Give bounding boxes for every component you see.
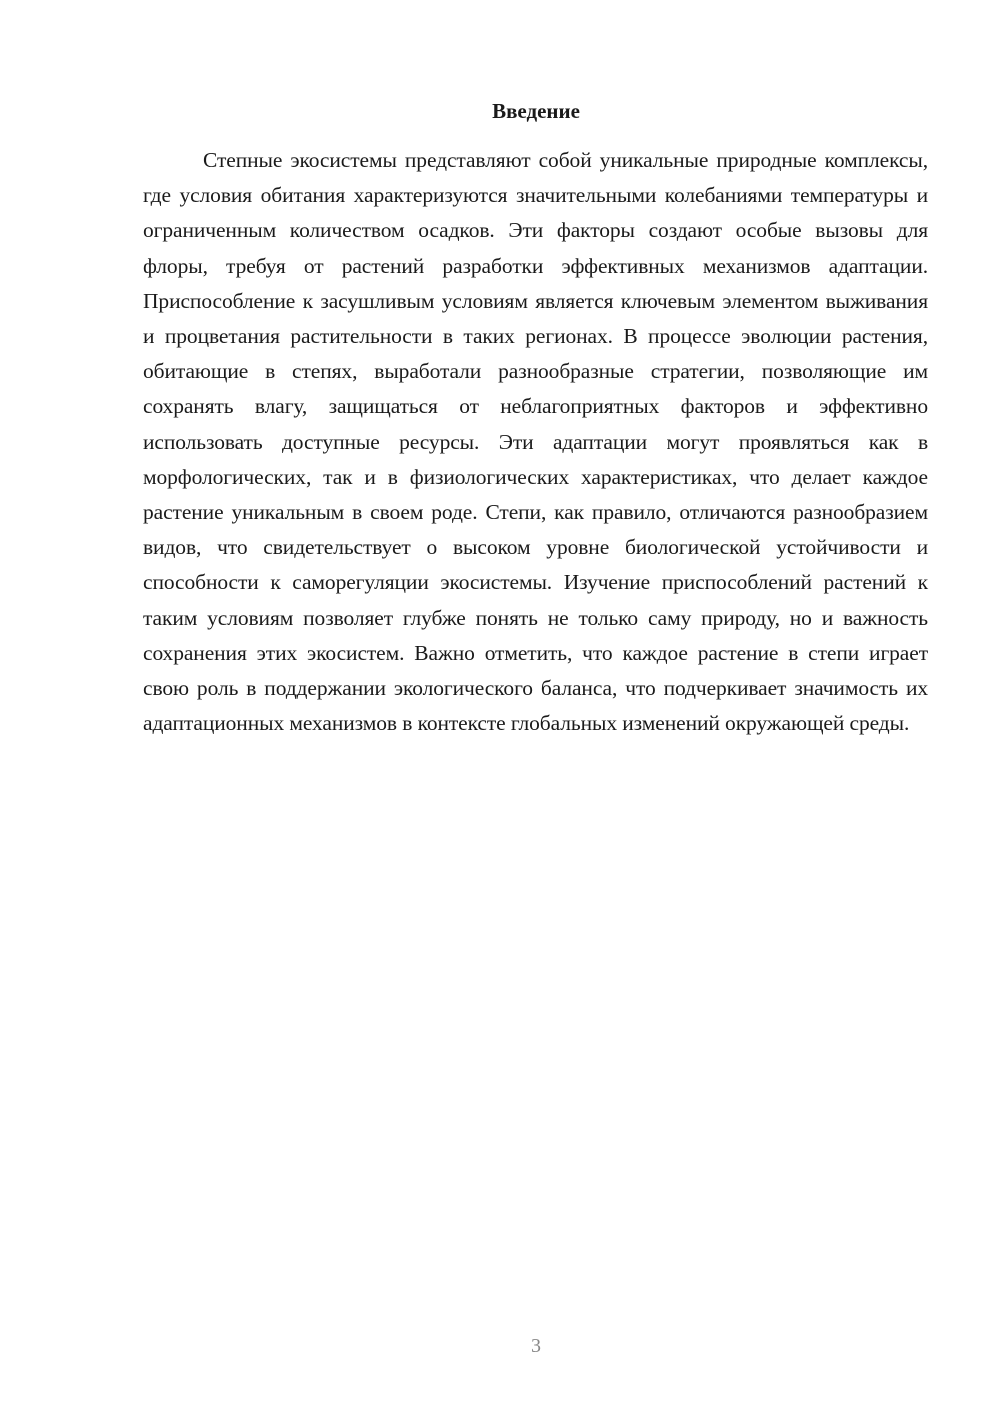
page-number: 3 — [531, 1335, 541, 1357]
intro-paragraph: Степные экосистемы представляют собой уникальные природные комплексы, где условия обитания характеризуются значительными колебаниями температуры и ограниченным количеством осадков. Эти факторы создают особые вызовы для флоры, требуя от растений разработки эффективных механизмов адаптации. Приспособление к засушливым условиям является ключевым элементом выживания и процветания растительности в таких регионах. В процессе эволюции растения, обитающие в степях, выработали разнообразные стратегии, позволяющие им сохранять влагу, защищаться от неблагоприятных факторов и эффективно использовать доступные ресурсы. Эти адаптации могут проявляться как в морфологических, так и в физиологических характеристиках, что делает каждое растение уникальным в своем роде. Степи, как правило, отличаются разнообразием видов, что свидетельствует о высоком уровне биологической устойчивости и способности к саморегуляции экосистемы. Изучение приспособлений растений к таким условиям позволяет глубже понять не только саму природу, но и важность сохранения этих экосистем. Важно отметить, что каждое растение в степи играет свою роль в поддержании экологического баланса, что подчеркивает значимость их адаптационных механизмов в контексте глобальных изменений окружающей среды. — [143, 148, 928, 736]
section-title: Введение — [492, 99, 580, 123]
